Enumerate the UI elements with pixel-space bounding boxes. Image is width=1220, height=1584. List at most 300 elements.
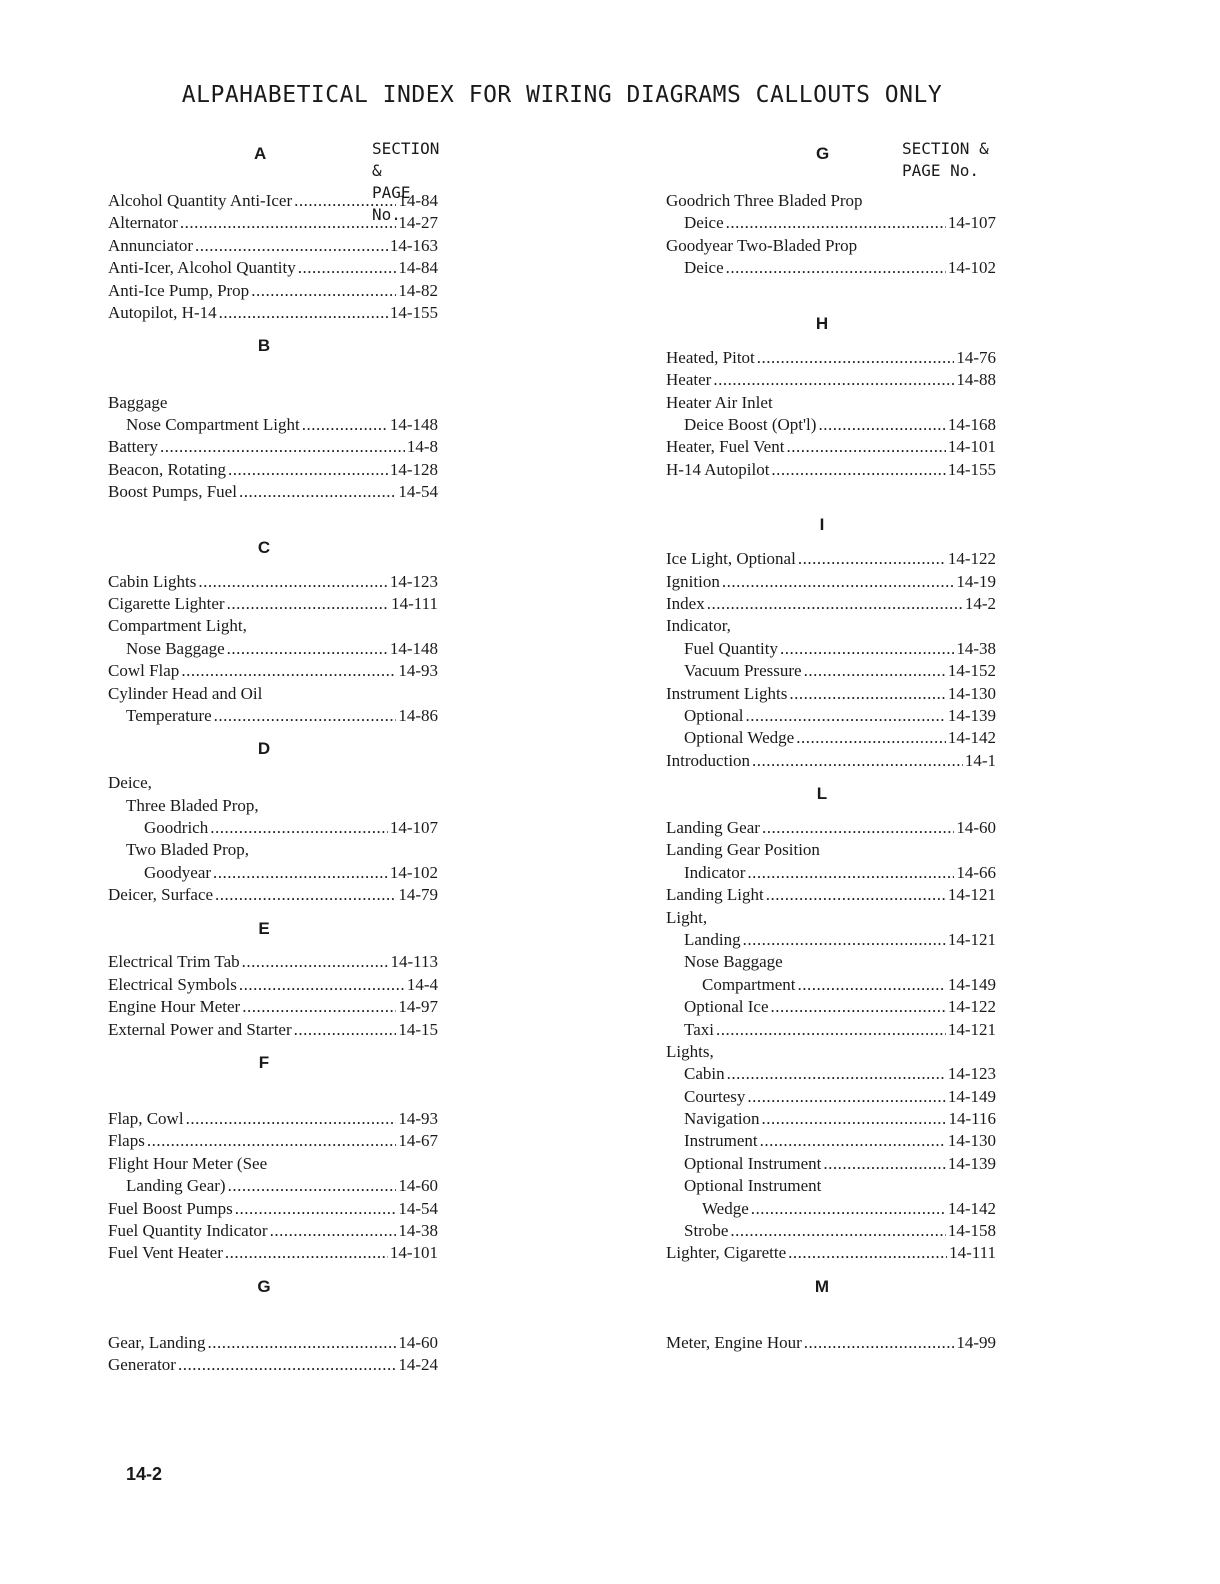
dot-leader bbox=[747, 862, 954, 884]
dot-leader bbox=[180, 212, 396, 234]
entry-term: Baggage bbox=[108, 392, 168, 412]
index-entry bbox=[108, 862, 438, 884]
entry-term: Landing Gear bbox=[666, 817, 760, 837]
entry-term: Courtesy bbox=[684, 1086, 746, 1106]
index-entry bbox=[666, 1086, 996, 1108]
entry-term: Deice Boost (Opt'l) bbox=[684, 414, 817, 434]
dot-leader bbox=[716, 1019, 946, 1041]
entry-page: 14-158 bbox=[947, 1221, 996, 1241]
dot-leader bbox=[210, 817, 388, 839]
entry-page: 14-101 bbox=[389, 1243, 438, 1263]
index-entry bbox=[108, 951, 438, 973]
entry-term: Beacon, Rotating bbox=[108, 459, 227, 479]
index-entry bbox=[666, 683, 996, 705]
entry-page: 14-66 bbox=[956, 862, 996, 882]
entry-term: Optional Ice bbox=[684, 997, 769, 1017]
entry-term: Indicator bbox=[684, 862, 746, 882]
entry-page: 14-139 bbox=[947, 706, 996, 726]
entry-term: Optional Instrument bbox=[684, 1176, 822, 1196]
entry-term: Anti-Ice Pump, Prop bbox=[108, 280, 250, 300]
index-entry bbox=[108, 1130, 438, 1152]
entry-page: 14-4 bbox=[406, 974, 438, 994]
index-entry bbox=[108, 996, 438, 1018]
right-index-column bbox=[666, 140, 996, 1354]
dot-leader bbox=[186, 1108, 397, 1130]
entry-term: Index bbox=[666, 594, 705, 614]
entry-term: Cigarette Lighter bbox=[108, 594, 225, 614]
entry-term: Light, bbox=[666, 907, 708, 927]
entry-term: Deicer, Surface bbox=[108, 885, 214, 905]
section-letter: H bbox=[815, 313, 829, 333]
entry-term: Instrument Lights bbox=[666, 683, 788, 703]
dot-leader bbox=[771, 459, 945, 481]
spacer bbox=[108, 503, 438, 525]
dot-leader bbox=[804, 1332, 955, 1354]
entry-term: Goodyear Two-Bladed Prop bbox=[666, 235, 858, 255]
entry-page: 14-139 bbox=[947, 1153, 996, 1173]
index-list bbox=[666, 190, 996, 1354]
entry-page: 14-152 bbox=[947, 661, 996, 681]
dot-leader bbox=[743, 929, 946, 951]
index-entry bbox=[666, 548, 996, 570]
entry-page: 14-121 bbox=[947, 929, 996, 949]
index-entry bbox=[666, 593, 996, 615]
index-entry bbox=[666, 951, 996, 973]
entry-term: Temperature bbox=[126, 706, 212, 726]
index-entry bbox=[666, 1242, 996, 1264]
dot-leader bbox=[804, 660, 946, 682]
entry-page: 14-38 bbox=[398, 1221, 438, 1241]
section-letter: A bbox=[254, 144, 267, 163]
dot-leader bbox=[766, 884, 946, 906]
spacer bbox=[666, 280, 996, 302]
entry-term: Nose Compartment Light bbox=[126, 414, 300, 434]
entry-page: 14-122 bbox=[947, 997, 996, 1017]
dot-leader bbox=[214, 705, 397, 727]
dot-leader bbox=[797, 974, 945, 996]
dot-leader bbox=[198, 571, 388, 593]
index-entry bbox=[108, 884, 438, 906]
index-entry bbox=[108, 593, 438, 615]
entry-page: 14-168 bbox=[947, 414, 996, 434]
spacer bbox=[108, 1086, 438, 1108]
entry-page: 14-60 bbox=[398, 1333, 438, 1353]
spacer bbox=[108, 1310, 438, 1332]
dot-leader bbox=[762, 1108, 947, 1130]
index-entry bbox=[666, 369, 996, 391]
entry-term: Three Bladed Prop, bbox=[126, 795, 259, 815]
entry-page: 14-102 bbox=[389, 862, 438, 882]
index-entry bbox=[108, 280, 438, 302]
entry-page: 14-107 bbox=[389, 817, 438, 837]
dot-leader bbox=[730, 1220, 945, 1242]
index-entry bbox=[666, 414, 996, 436]
entry-term: External Power and Starter bbox=[108, 1019, 292, 1039]
entry-term: Fuel Boost Pumps bbox=[108, 1198, 233, 1218]
entry-term: Heater bbox=[666, 370, 712, 390]
entry-term: Nose Baggage bbox=[684, 952, 783, 972]
entry-term: Instrument bbox=[684, 1131, 758, 1151]
dot-leader bbox=[225, 1242, 388, 1264]
entry-term: Wedge bbox=[702, 1198, 749, 1218]
entry-page: 14-27 bbox=[398, 213, 438, 233]
index-entry bbox=[666, 1153, 996, 1175]
entry-term: Engine Hour Meter bbox=[108, 997, 241, 1017]
index-entry bbox=[108, 235, 438, 257]
index-entry bbox=[108, 571, 438, 593]
section-letter: L bbox=[816, 784, 828, 804]
entry-term: Boost Pumps, Fuel bbox=[108, 482, 237, 502]
dot-leader bbox=[208, 1332, 397, 1354]
entry-page: 14-82 bbox=[398, 280, 438, 300]
entry-page: 14-113 bbox=[390, 952, 438, 972]
entry-term: Anti-Icer, Alcohol Quantity bbox=[108, 258, 296, 278]
entry-term: Alcohol Quantity Anti-Icer bbox=[108, 191, 293, 210]
entry-term: H-14 Autopilot bbox=[666, 459, 770, 479]
dot-leader bbox=[762, 817, 954, 839]
entry-term: Strobe bbox=[684, 1221, 729, 1241]
dot-leader bbox=[228, 459, 388, 481]
index-entry bbox=[108, 414, 438, 436]
index-entry bbox=[666, 1019, 996, 1041]
index-entry bbox=[108, 1108, 438, 1130]
entry-term: Cabin bbox=[684, 1064, 725, 1084]
section-letter: B bbox=[257, 336, 271, 356]
entry-page: 14-19 bbox=[956, 571, 996, 591]
dot-leader bbox=[239, 481, 396, 503]
entry-term: Two Bladed Prop, bbox=[126, 840, 249, 860]
dot-leader bbox=[789, 683, 945, 705]
dot-leader bbox=[707, 593, 963, 615]
dot-leader bbox=[752, 750, 963, 772]
index-entry bbox=[666, 436, 996, 458]
entry-page: 14-148 bbox=[389, 638, 438, 658]
entry-term: Alternator bbox=[108, 213, 178, 233]
index-entry bbox=[666, 1063, 996, 1085]
index-entry bbox=[666, 257, 996, 279]
entry-term: Compartment Light, bbox=[108, 616, 247, 636]
entry-term: Battery bbox=[108, 437, 159, 457]
entry-term: Taxi bbox=[684, 1019, 714, 1039]
index-entry bbox=[666, 750, 996, 772]
index-entry bbox=[666, 817, 996, 839]
entry-term: Heater Air Inlet bbox=[666, 392, 773, 412]
entry-term: Deice bbox=[684, 258, 724, 278]
spacer bbox=[666, 481, 996, 503]
section-letter: D bbox=[257, 739, 271, 759]
dot-leader bbox=[751, 1198, 946, 1220]
dot-leader bbox=[294, 1019, 397, 1041]
entry-page: 14-15 bbox=[398, 1019, 438, 1039]
index-entry bbox=[666, 839, 996, 861]
section-letter: I bbox=[819, 515, 825, 535]
index-entry bbox=[666, 392, 996, 414]
index-entry bbox=[666, 1130, 996, 1152]
entry-page: 14-123 bbox=[389, 571, 438, 591]
entry-term: Cowl Flap bbox=[108, 661, 180, 681]
entry-page: 14-93 bbox=[398, 1109, 438, 1129]
index-entry bbox=[108, 1242, 438, 1264]
spacer bbox=[108, 369, 438, 391]
dot-leader bbox=[160, 436, 405, 458]
index-entry bbox=[666, 212, 996, 234]
index-entry bbox=[666, 347, 996, 369]
index-entry bbox=[108, 1220, 438, 1242]
entry-term: Optional Instrument bbox=[684, 1153, 822, 1173]
index-entry bbox=[108, 817, 438, 839]
entry-term: Ice Light, Optional bbox=[666, 549, 796, 569]
entry-term: Annunciator bbox=[108, 235, 193, 255]
entry-page: 14-128 bbox=[389, 459, 438, 479]
index-entry bbox=[108, 1175, 438, 1197]
entry-page: 14-121 bbox=[947, 885, 996, 905]
entry-page: 14-86 bbox=[398, 706, 438, 726]
dot-leader bbox=[213, 862, 388, 884]
index-entry bbox=[108, 257, 438, 279]
dot-leader bbox=[722, 571, 954, 593]
entry-term: Vacuum Pressure bbox=[684, 661, 802, 681]
entry-page: 14-123 bbox=[947, 1064, 996, 1084]
entry-page: 14-102 bbox=[947, 258, 996, 278]
dot-leader bbox=[215, 884, 396, 906]
index-entry bbox=[108, 302, 438, 324]
index-entry bbox=[666, 705, 996, 727]
dot-leader bbox=[227, 593, 390, 615]
index-entry bbox=[108, 795, 438, 817]
entry-page: 14-116 bbox=[948, 1109, 996, 1129]
index-entry bbox=[666, 459, 996, 481]
dot-leader bbox=[242, 996, 396, 1018]
index-entry bbox=[108, 974, 438, 996]
dot-leader bbox=[298, 257, 397, 279]
index-entry bbox=[108, 683, 438, 705]
entry-term: Optional Wedge bbox=[684, 728, 795, 748]
entry-page: 14-2 bbox=[964, 594, 996, 614]
entry-page: 14-76 bbox=[956, 347, 996, 367]
entry-term: Landing Gear Position bbox=[666, 840, 820, 860]
index-entry bbox=[108, 481, 438, 503]
entry-page: 14-155 bbox=[389, 302, 438, 322]
index-entry bbox=[666, 1220, 996, 1242]
entry-page: 14-111 bbox=[949, 1243, 996, 1263]
entry-term: Autopilot, H-14 bbox=[108, 302, 217, 322]
entry-term: Introduction bbox=[666, 750, 751, 770]
entry-term: Nose Baggage bbox=[126, 638, 225, 658]
section-page-heading: SECTION & PAGE No. bbox=[372, 139, 440, 224]
entry-page: 14-163 bbox=[389, 235, 438, 255]
entry-term: Gear, Landing bbox=[108, 1333, 206, 1353]
dot-leader bbox=[726, 212, 946, 234]
index-entry bbox=[108, 705, 438, 727]
entry-term: Goodrich Three Bladed Prop bbox=[666, 191, 863, 210]
entry-term: Lights, bbox=[666, 1041, 714, 1061]
dot-leader bbox=[798, 548, 946, 570]
entry-term: Navigation bbox=[684, 1109, 760, 1129]
page-number: 14-2 bbox=[126, 1464, 163, 1484]
entry-page: 14-142 bbox=[947, 728, 996, 748]
entry-term: Electrical Symbols bbox=[108, 974, 237, 994]
index-entry bbox=[666, 235, 996, 257]
left-index-column bbox=[108, 140, 438, 1377]
dot-leader bbox=[757, 347, 955, 369]
entry-page: 14-88 bbox=[956, 370, 996, 390]
entry-term: Generator bbox=[108, 1355, 176, 1375]
entry-term: Fuel Quantity bbox=[684, 638, 778, 658]
entry-page: 14-149 bbox=[947, 974, 996, 994]
entry-term: Goodrich bbox=[144, 817, 209, 837]
spacer bbox=[666, 1310, 996, 1332]
entry-page: 14-24 bbox=[398, 1355, 438, 1375]
entry-term: Flaps bbox=[108, 1131, 145, 1151]
dot-leader bbox=[818, 414, 945, 436]
dot-leader bbox=[780, 638, 954, 660]
index-entry bbox=[666, 907, 996, 929]
entry-page: 14-121 bbox=[947, 1019, 996, 1039]
dot-leader bbox=[270, 1220, 397, 1242]
entry-term: Flap, Cowl bbox=[108, 1109, 184, 1129]
index-entry bbox=[108, 615, 438, 637]
section-page-heading: SECTION & PAGE No. bbox=[902, 139, 989, 180]
entry-term: Heater, Fuel Vent bbox=[666, 437, 785, 457]
index-entry bbox=[666, 1108, 996, 1130]
entry-page: 14-130 bbox=[947, 1131, 996, 1151]
entry-term: Landing bbox=[684, 929, 741, 949]
dot-leader bbox=[727, 1063, 946, 1085]
entry-page: 14-142 bbox=[947, 1198, 996, 1218]
entry-page: 14-107 bbox=[947, 213, 996, 233]
entry-term: Flight Hour Meter (See bbox=[108, 1153, 268, 1173]
dot-leader bbox=[713, 369, 954, 391]
dot-leader bbox=[823, 1153, 945, 1175]
entry-page: 14-54 bbox=[398, 482, 438, 502]
entry-term: Fuel Quantity Indicator bbox=[108, 1221, 268, 1241]
entry-term: Landing Gear) bbox=[126, 1176, 226, 1196]
index-entry bbox=[108, 1198, 438, 1220]
index-entry bbox=[108, 436, 438, 458]
dot-leader bbox=[726, 257, 946, 279]
index-entry bbox=[666, 862, 996, 884]
dot-leader bbox=[195, 235, 388, 257]
entry-term: Deice, bbox=[108, 773, 152, 793]
dot-leader bbox=[788, 1242, 947, 1264]
entry-term: Deice bbox=[684, 213, 724, 233]
entry-page: 14-99 bbox=[956, 1332, 996, 1352]
dot-leader bbox=[147, 1130, 396, 1152]
entry-page: 14-84 bbox=[398, 191, 438, 210]
entry-page: 14-8 bbox=[406, 437, 438, 457]
entry-page: 14-67 bbox=[398, 1131, 438, 1151]
dot-leader bbox=[181, 660, 396, 682]
dot-leader bbox=[786, 436, 945, 458]
entry-term: Cabin Lights bbox=[108, 571, 197, 591]
section-letter: G bbox=[816, 144, 830, 163]
entry-page: 14-111 bbox=[391, 594, 438, 614]
index-entry bbox=[666, 190, 996, 212]
entry-term: Optional bbox=[684, 706, 744, 726]
section-letter: F bbox=[258, 1052, 270, 1072]
dot-leader bbox=[760, 1130, 946, 1152]
entry-page: 14-1 bbox=[964, 750, 996, 770]
index-entry bbox=[108, 392, 438, 414]
entry-term: Cylinder Head and Oil bbox=[108, 683, 263, 703]
index-entry bbox=[666, 1332, 996, 1354]
dot-leader bbox=[302, 414, 388, 436]
index-entry bbox=[108, 1354, 438, 1376]
index-entry bbox=[108, 1332, 438, 1354]
entry-page: 14-148 bbox=[389, 414, 438, 434]
index-list bbox=[108, 190, 438, 1377]
entry-page: 14-60 bbox=[956, 817, 996, 837]
entry-term: Goodyear bbox=[144, 862, 212, 882]
entry-term: Compartment bbox=[702, 974, 796, 994]
dot-leader bbox=[242, 951, 389, 973]
index-entry bbox=[666, 974, 996, 996]
index-entry bbox=[108, 1153, 438, 1175]
entry-term: Fuel Vent Heater bbox=[108, 1243, 223, 1263]
dot-leader bbox=[796, 727, 946, 749]
dot-leader bbox=[235, 1198, 397, 1220]
index-entry bbox=[108, 1019, 438, 1041]
index-entry bbox=[666, 660, 996, 682]
dot-leader bbox=[228, 1175, 397, 1197]
entry-page: 14-84 bbox=[398, 258, 438, 278]
section-letter: E bbox=[258, 918, 270, 938]
entry-page: 14-54 bbox=[398, 1198, 438, 1218]
index-entry bbox=[108, 459, 438, 481]
index-entry bbox=[108, 839, 438, 861]
index-entry bbox=[666, 884, 996, 906]
index-entry bbox=[666, 1041, 996, 1063]
entry-page: 14-122 bbox=[947, 549, 996, 569]
entry-page: 14-155 bbox=[947, 459, 996, 479]
index-entry bbox=[666, 1175, 996, 1197]
index-entry bbox=[108, 638, 438, 660]
entry-page: 14-97 bbox=[398, 997, 438, 1017]
entry-page: 14-101 bbox=[947, 437, 996, 457]
dot-leader bbox=[239, 974, 405, 996]
dot-leader bbox=[178, 1354, 396, 1376]
dot-leader bbox=[219, 302, 388, 324]
index-entry bbox=[108, 772, 438, 794]
entry-page: 14-93 bbox=[398, 661, 438, 681]
section-letter: G bbox=[257, 1276, 271, 1296]
entry-term: Landing Light bbox=[666, 885, 764, 905]
entry-term: Indicator, bbox=[666, 616, 731, 636]
entry-page: 14-130 bbox=[947, 683, 996, 703]
index-entry bbox=[666, 929, 996, 951]
index-entry bbox=[666, 571, 996, 593]
entry-page: 14-60 bbox=[398, 1176, 438, 1196]
section-letter: M bbox=[814, 1276, 830, 1296]
entry-term: Lighter, Cigarette bbox=[666, 1243, 787, 1263]
dot-leader bbox=[747, 1086, 945, 1108]
dot-leader bbox=[227, 638, 388, 660]
column-header bbox=[666, 140, 996, 190]
dot-leader bbox=[771, 996, 946, 1018]
entry-term: Heated, Pitot bbox=[666, 347, 755, 367]
page-title: ALPAHABETICAL INDEX FOR WIRING DIAGRAMS CALLOUTS ONLY bbox=[181, 82, 943, 108]
entry-term: Electrical Trim Tab bbox=[108, 952, 240, 972]
dot-leader bbox=[251, 280, 396, 302]
index-entry bbox=[666, 727, 996, 749]
index-entry bbox=[666, 638, 996, 660]
dot-leader bbox=[746, 705, 946, 727]
index-entry bbox=[666, 615, 996, 637]
index-entry bbox=[666, 996, 996, 1018]
entry-term: Ignition bbox=[666, 571, 720, 591]
entry-term: Meter, Engine Hour bbox=[666, 1332, 802, 1352]
section-letter: C bbox=[257, 537, 271, 557]
